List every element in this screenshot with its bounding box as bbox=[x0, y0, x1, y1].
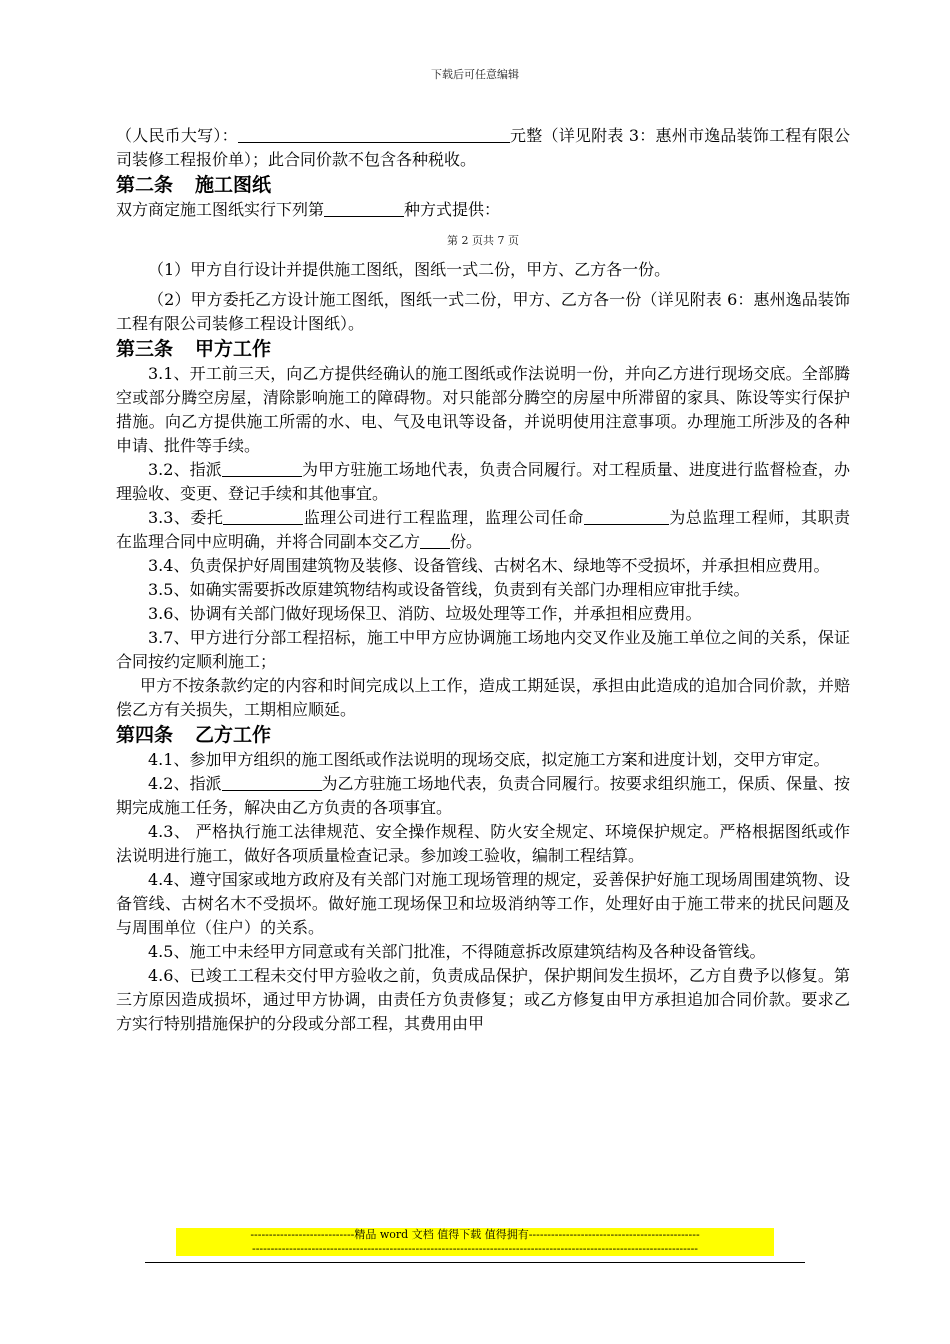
supervisor-company-blank bbox=[223, 508, 303, 525]
clause-4-2-text: 为乙方驻施工场地代表，负责合同履行。按要求组织施工，保质、保量、按期完成施工任务，解决由乙方负责的各项事宜。 bbox=[116, 774, 850, 817]
article-4-number: 第四条 bbox=[116, 724, 174, 746]
clause-3-3-text-c: 份。 bbox=[450, 532, 483, 551]
clause-3-6: 3.6、协调有关部门做好现场保卫、消防、垃圾处理等工作，并承担相应费用。 bbox=[148, 604, 702, 623]
article-2-item-2: （2）甲方委托乙方设计施工图纸，图纸一式二份，甲方、乙方各一份（详见附表 6：惠州逸品装饰工程有限公司装修工程设计图纸）。 bbox=[116, 290, 850, 333]
article-3-title bbox=[116, 336, 850, 362]
clause-3-2-text: 为甲方驻施工场地代表，负责合同履行。对工程质量、进度进行监督检查，办理验收、变更、登记手续和其他事宜。 bbox=[116, 460, 850, 503]
clause-4-6: 4.6、已竣工工程未交付甲方验收之前，负责成品保护，保护期间发生损坏，乙方自费予以修复。第三方原因造成损坏，通过甲方协调，由责任方负责修复；或乙方修复由甲方承担追加合同价款。要求乙方实行特别措施保护的分段或分部工程，其费用由甲 bbox=[116, 966, 850, 1033]
clause-4-2 bbox=[116, 772, 850, 820]
chief-engineer-blank bbox=[584, 508, 669, 525]
article-2-item-1: （1）甲方自行设计并提供施工图纸，图纸一式二份，甲方、乙方各一份。 bbox=[148, 260, 671, 279]
contract-amount-paragraph bbox=[116, 124, 850, 172]
clause-4-4: 4.4、遵守国家或地方政府及有关部门对施工现场管理的规定，妥善保护好施工现场周围建筑物、设备管线、古树名木不受损坏。做好施工现场保卫和垃圾消纳等工作，处理好由于施工带来的扰民问题及与周围单位（住户）的关系。 bbox=[116, 870, 850, 937]
copies-blank bbox=[420, 532, 450, 549]
article-2-intro bbox=[116, 198, 850, 222]
clause-3-3-text-a: 监理公司进行工程监理，监理公司任命 bbox=[303, 508, 584, 527]
clause-3-3-text-b: 为总监理工程师，其职责在监理合同中应明确，并将合同副本交乙方 bbox=[116, 508, 850, 551]
footer-line-2: ------------------------------------------------------------------------------------------------------------------------ bbox=[176, 1242, 774, 1256]
article-3-number: 第三条 bbox=[116, 338, 174, 360]
clause-3-default: 甲方不按条款约定的内容和时间完成以上工作，造成工期延误，承担由此造成的追加合同价款，并赔偿乙方有关损失，工期相应顺延。 bbox=[116, 676, 850, 719]
article-4-title bbox=[116, 722, 850, 748]
page-number: 第 2 页共 7 页 bbox=[447, 234, 519, 247]
article-4-name: 乙方工作 bbox=[195, 724, 272, 746]
clause-3-5: 3.5、如确实需要拆改原建筑物结构或设备管线，负责到有关部门办理相应审批手续。 bbox=[148, 580, 750, 599]
clause-3-2 bbox=[116, 458, 850, 506]
amount-prefix: （人民币大写）： bbox=[116, 126, 238, 145]
clause-3-3-lead: 3.3、委托 bbox=[148, 508, 224, 527]
article-3-name: 甲方工作 bbox=[195, 338, 272, 360]
clause-3-2-lead: 3.2、指派 bbox=[148, 460, 222, 479]
clause-3-7: 3.7、甲方进行分部工程招标，施工中甲方应协调施工场地内交叉作业及施工单位之间的关系，保证合同按约定顺利施工； bbox=[116, 628, 850, 671]
footer-rule bbox=[145, 1262, 805, 1263]
article-2-name: 施工图纸 bbox=[195, 174, 272, 196]
article-2-intro-text: 双方商定施工图纸实行下列第 bbox=[116, 200, 325, 219]
article-2-title bbox=[116, 172, 850, 198]
header-note: 下载后可任意编辑 bbox=[431, 68, 519, 81]
clause-3-1: 3.1、开工前三天，向乙方提供经确认的施工图纸或作法说明一份，并向乙方进行现场交底。全部腾空或部分腾空房屋，清除影响施工的障碍物。对只能部分腾空的房屋中所滞留的家具、陈设等实行保护措施。向乙方提供施工所需的水、电、气及电讯等设备，并说明使用注意事项。办理施工所涉及的各种申请、批件等手续。 bbox=[116, 364, 850, 455]
amount-suffix: 元整（详见附表 3：惠州市逸品装饰工程有限公司装修工程报价单）；此合同价款不包含各种税收。 bbox=[116, 126, 850, 169]
contractor-representative-blank bbox=[222, 774, 322, 791]
amount-blank bbox=[238, 126, 510, 143]
representative-blank bbox=[222, 460, 302, 477]
clause-4-1: 4.1、参加甲方组织的施工图纸或作法说明的现场交底，拟定施工方案和进度计划，交甲方审定。 bbox=[148, 750, 830, 769]
document-body bbox=[116, 124, 850, 1036]
clause-4-2-lead: 4.2、指派 bbox=[148, 774, 222, 793]
article-2-number: 第二条 bbox=[116, 174, 174, 196]
clause-3-4: 3.4、负责保护好周围建筑物及装修、设备管线、古树名木、绿地等不受损坏，并承担相应费用。 bbox=[148, 556, 830, 575]
clause-4-3: 4.3、 严格执行施工法律规范、安全操作规程、防火安全规定、环境保护规定。严格根据图纸或作法说明进行施工，做好各项质量检查记录。参加竣工验收，编制工程结算。 bbox=[116, 822, 850, 865]
footer-banner bbox=[176, 1228, 774, 1256]
method-blank bbox=[324, 200, 404, 217]
footer-line-1: ----------------------------精品 word 文档 值得下载 值得拥有---------------------------------------------- bbox=[176, 1228, 774, 1242]
clause-3-3 bbox=[116, 506, 850, 554]
clause-4-5: 4.5、施工中未经甲方同意或有关部门批准，不得随意拆改原建筑结构及各种设备管线。 bbox=[148, 942, 766, 961]
article-2-intro-end: 种方式提供： bbox=[404, 200, 501, 219]
